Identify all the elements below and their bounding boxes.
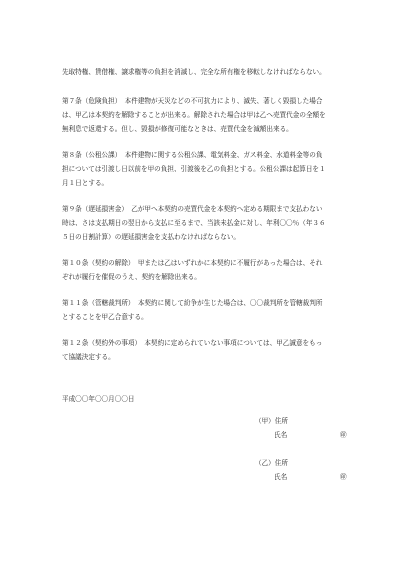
party-b-seal-icon: ㊞: [340, 473, 347, 481]
article-7-line-3: 無利息で返還する。但し、毀損が修復可能なときは、売買代金を減額出来る。: [62, 125, 293, 133]
contract-date: 平成〇〇年〇〇月〇〇日: [62, 395, 135, 403]
article-8-line-2: 担については引渡し日以前を甲の負担、引渡後を乙の負担とする。公租公課は起算日を１: [62, 165, 326, 173]
party-b-address-label: （乙）住所: [255, 459, 288, 467]
article-9-line-2: 時は、さは支払期日の翌日から支払に至るまで、当該未払金に対し、年利〇〇％（年３６: [62, 219, 326, 227]
party-a-address-label: （甲）住所: [255, 417, 288, 425]
party-b-name-label: 氏名: [274, 473, 288, 481]
intro-line: 先取特権、賃借権、譲求権等の負担を消滅し、完全な所有権を移転しなければならない。: [62, 68, 326, 76]
article-12-line-2: て協議決定する。: [62, 353, 115, 361]
article-12-line-1: 第１２条（契約外の事項） 本契約に定められていない事項については、甲乙誠意をもっ: [62, 339, 323, 347]
article-11-line-1: 第１１条（管轄裁判所） 本契約に関して紛争が生じた場合は、〇〇裁判所を管轄裁判所: [62, 299, 323, 307]
article-10-line-1: 第１０条（契約の解除） 甲または乙はいずれかに本契約に不履行があった場合は、それ: [62, 259, 323, 267]
article-9-line-1: 第９条（遅延損害金） 乙が甲へ本契約の売買代金を本契約へ定める期限まで支払わない: [62, 205, 323, 213]
article-8-line-1: 第８条（公租公課） 本件建物に関する公租公課、電気料金、ガス料金、水道料金等の負: [62, 151, 323, 159]
article-7-line-1: 第７条（危険負担） 本件建物が天災などの不可抗力により、滅失、著しく毀損した場合: [62, 97, 323, 105]
article-10-line-2: ぞれが履行を催促のうえ、契約を解除出来る。: [62, 273, 201, 281]
article-7-line-2: は、甲乙は本契約を解除することが出来る。解除された場合は甲は乙へ売買代金の全額を: [62, 111, 326, 119]
party-a-seal-icon: ㊞: [340, 431, 347, 439]
party-a-name-label: 氏名: [274, 431, 288, 439]
article-9-line-3: ５日の日割計算）の遅延損害金を支払わなければならない。: [62, 233, 241, 241]
article-8-line-3: 月１日とする。: [62, 179, 109, 187]
article-11-line-2: とすることを甲乙合意する。: [62, 313, 148, 321]
